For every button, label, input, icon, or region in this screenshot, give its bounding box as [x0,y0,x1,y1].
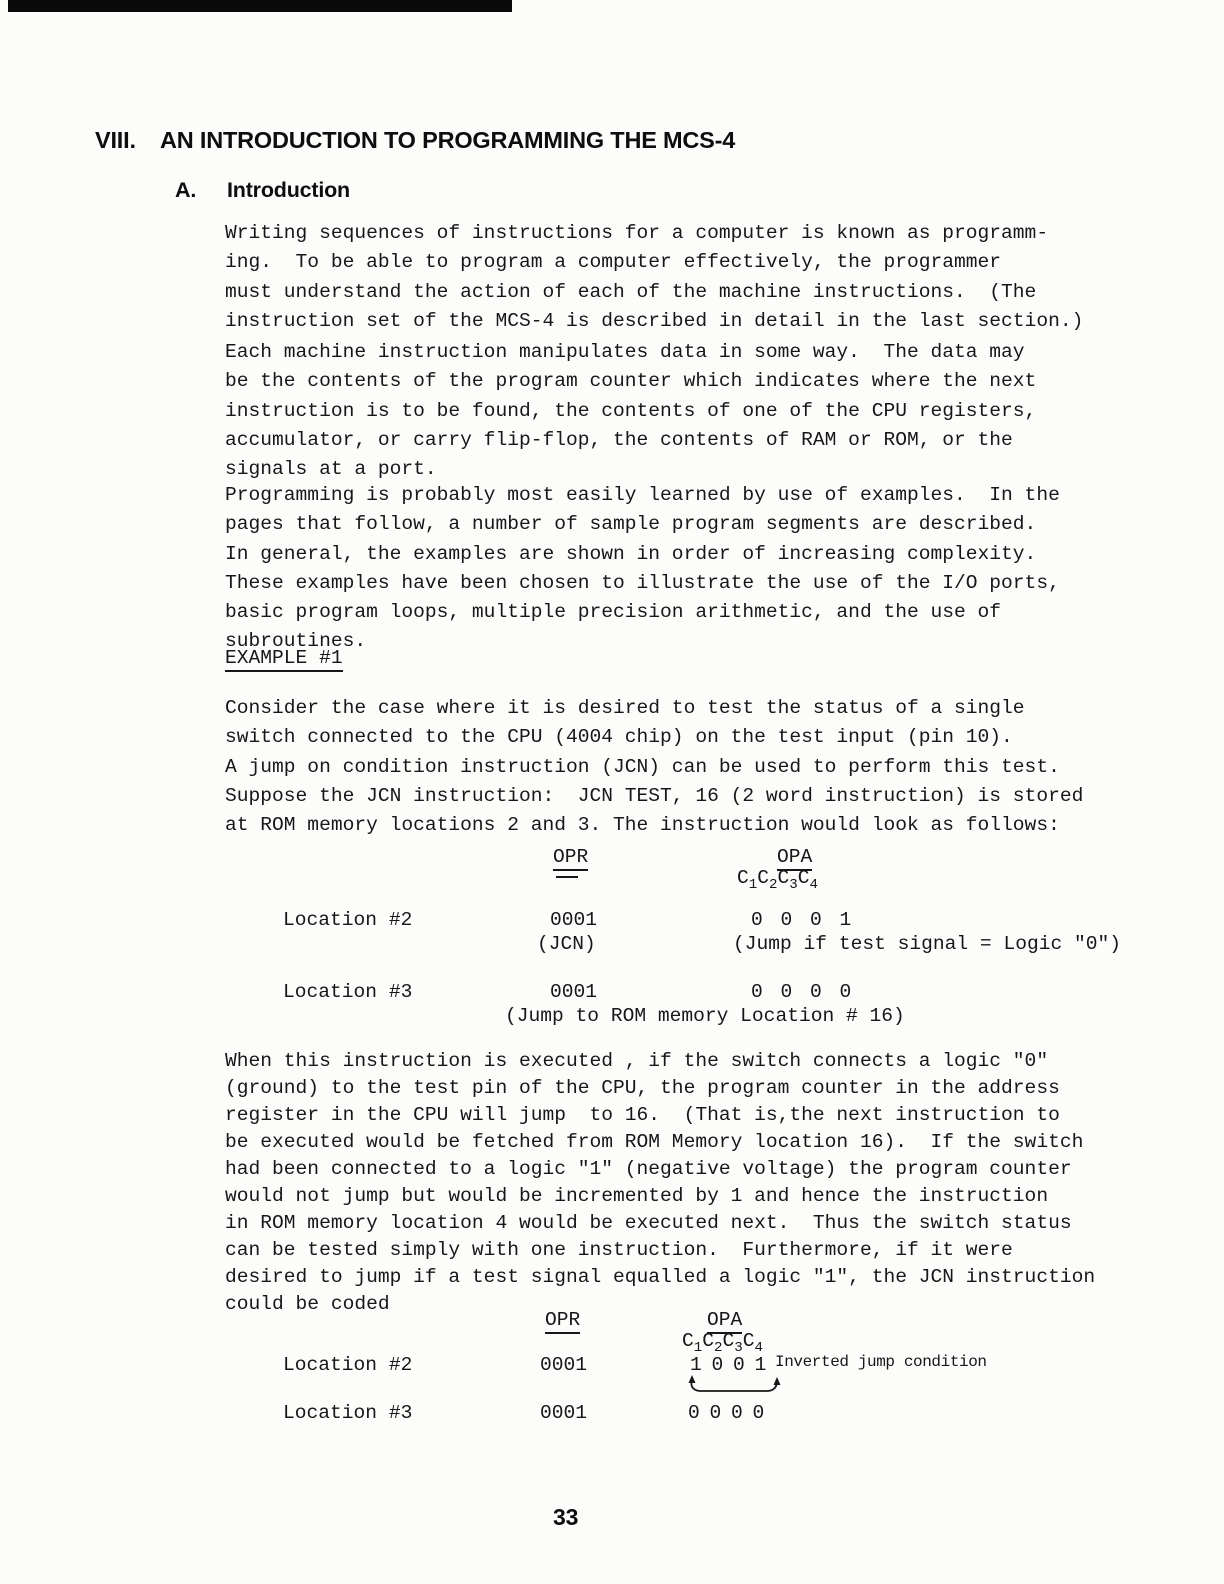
table1-condition-bits: $C_1C_2C_3C_4$ [737,867,818,893]
table2-row1-location: Location #2 [283,1354,413,1376]
paragraph-1 [225,219,1083,336]
table2-row2-opr: 0001 [540,1402,588,1424]
example-heading [225,644,343,673]
table2-row1-opa: 1 0 0 1 [690,1354,767,1376]
text-line: in ROM memory location 4 would be executed next. Thus the switch status [225,1212,1072,1234]
text-line: Programming is probably most easily learned by use of examples. In the [225,484,1060,506]
table1-row1-opa: 0 0 0 1 [751,909,852,931]
page-number: 33 [553,1504,579,1530]
paragraph-3 [225,481,1060,657]
table1-row1-location: Location #2 [283,909,413,931]
table1-row1-opa-note: (Jump if test signal = Logic "0") [733,933,1122,955]
table1-row2-opa: 0 0 0 0 [751,981,852,1003]
text-line: Writing sequences of instructions for a computer is known as programm- [225,222,1049,244]
paragraph-4 [225,694,1083,840]
text-line: accumulator, or carry flip-flop, the contents of RAM or ROM, or the [225,428,1013,451]
table1-row2-location: Location #3 [283,981,413,1003]
text-line: at ROM memory locations 2 and 3. The instruction would look as follows: [225,814,1060,837]
text-line: ing. To be able to program a computer effectively, the programmer [225,251,1002,274]
table1-opr-label: OPR [553,846,588,871]
section-number: VIII. [95,127,136,153]
table1-row2-opr: 0001 [550,981,598,1003]
text-line: When this instruction is executed , if the switch connects a logic "0" [225,1050,1049,1072]
text-line: In general, the examples are shown in order of increasing complexity. [225,542,1037,565]
text-line: register in the CPU will jump to 16. (That is,the next instruction to [225,1104,1060,1126]
text-line: switch connected to the CPU (4004 chip) on the test input (pin 10). [225,726,1013,749]
text-line: These examples have been chosen to illustrate the use of the I/O ports, [225,571,1060,594]
inverted-bits-arrow [686,1374,788,1396]
text-line: instruction set of the MCS-4 is described in detail in the last section.) [225,309,1084,332]
subsection-label: A. [175,178,197,202]
table1-header-opr [553,843,588,872]
table2-header-opr [545,1306,580,1335]
text-line: pages that follow, a number of sample program segments are described. [225,513,1037,536]
text-line: (ground) to the test pin of the CPU, the program counter in the address [225,1077,1060,1099]
table1-opr-second-underline [556,876,578,878]
text-line: instruction is to be found, the contents of one of the CPU registers, [225,399,1037,422]
text-line: be executed would be fetched from ROM Memory location 16). If the switch [225,1131,1084,1153]
text-line: signals at a port. [225,458,437,481]
table1-row2-opa-note: (Jump to ROM memory Location # 16) [505,1005,905,1027]
text-line: can be tested simply with one instruction. Furthermore, if it were [225,1239,1013,1261]
paragraph-5 [225,1048,1095,1318]
text-line: Consider the case where it is desired to test the status of a single [225,697,1025,719]
text-line: must understand the action of each of the machine instructions. (The [225,280,1037,303]
subsection-title: Introduction [227,178,350,202]
paragraph-2 [225,338,1036,484]
table2-row1-annotation: Inverted jump condition [775,1353,987,1371]
table2-opa-label: OPA [707,1309,742,1334]
scan-artifact-bar [8,0,512,12]
table2-opr-label: OPR [545,1309,580,1334]
text-line: Each machine instruction manipulates data in some way. The data may [225,341,1025,363]
text-line: had been connected to a logic "1" (negative voltage) the program counter [225,1158,1072,1180]
text-line: basic program loops, multiple precision arithmetic, and the use of [225,601,1002,624]
text-line: be the contents of the program counter which indicates where the next [225,370,1037,393]
text-line: would not jump but would be incremented by 1 and hence the instruction [225,1185,1049,1207]
table2-row2-location: Location #3 [283,1402,413,1424]
table2-row2-opa: 0 0 0 0 [688,1402,765,1424]
example-heading-text: EXAMPLE #1 [225,647,343,672]
table2-condition-bits: $C_1C_2C_3C_4$ [682,1330,763,1356]
table1-row1-opr-note: (JCN) [537,933,596,955]
text-line: could be coded [225,1293,390,1315]
text-line: Suppose the JCN instruction: JCN TEST, 16 (2 word instruction) is stored [225,784,1084,807]
text-line: A jump on condition instruction (JCN) can be used to perform this test. [225,755,1060,778]
page-title: AN INTRODUCTION TO PROGRAMMING THE MCS-4 [160,127,736,153]
table1-opa-label: OPA [777,846,812,871]
table2-row1-opr: 0001 [540,1354,588,1376]
text-line: subroutines. [225,630,367,653]
text-line: desired to jump if a test signal equalled a logic "1", the JCN instruction [225,1266,1096,1288]
table1-row1-opr: 0001 [550,909,598,931]
